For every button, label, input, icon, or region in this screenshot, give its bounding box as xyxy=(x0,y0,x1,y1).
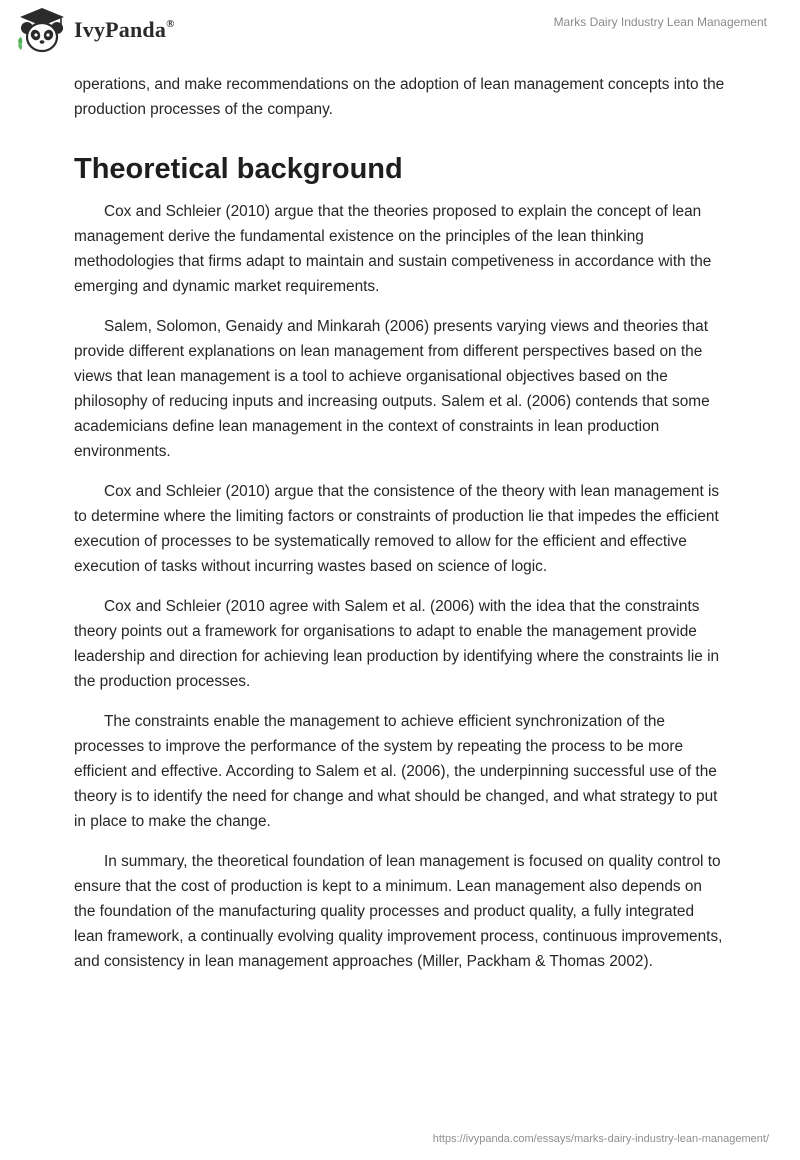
paragraph: Cox and Schleier (2010) argue that the theories proposed to explain the concept of lean management derive the fundamental existence on the principles of the lean thinking methodologies that firms adapt to maintain and sustain competiveness in accordance with the emerging and dynamic market requirements. xyxy=(74,203,712,295)
paragraph: The constraints enable the management to achieve efficient synchronization of the processes to improve the performance of the system by repeating the process to be more efficient and effective. According to Salem et al. (2006), the underpinning successful use of the theory is to identify the need for change and what should be changed, and what strategy to put in place to make the change. xyxy=(74,713,718,830)
section-heading: Theoretical background xyxy=(74,153,403,185)
brand-name: IvyPanda® xyxy=(74,17,175,42)
source-url-link[interactable]: https://ivypanda.com/essays/marks-dairy-industry-lean-management/ xyxy=(432,1133,769,1145)
paragraph: In summary, the theoretical foundation of lean management is focused on quality control to ensure that the cost of production is kept to a minimum. Lean management also depends on the foundation of the manufacturing quality processes and product quality, a fully integrated lean framework, a continually evolving quality improvement process, continuous improvements, and consistency in lean management approaches (Miller, Packham & Thomas 2002). xyxy=(74,853,723,970)
essay-body xyxy=(74,72,726,974)
paragraph: Cox and Schleier (2010 agree with Salem et al. (2006) with the idea that the constraints theory points out a framework for organisations to adapt to enable the management provide leadership and direction for achieving lean production by identifying where the constraints lie in the production processes. xyxy=(74,598,720,690)
brand-logo[interactable] xyxy=(14,6,175,54)
paragraph: Cox and Schleier (2010) argue that the consistence of the theory with lean management is to determine where the limiting factors or constraints of production lie that impedes the efficient execution of processes to be systematically removed to allow for the efficient and effective execution of tasks without incurring wastes based on science of logic. xyxy=(74,483,720,575)
page-header xyxy=(0,0,800,60)
document-title: Marks Dairy Industry Lean Management xyxy=(553,15,767,29)
paragraph: Salem, Solomon, Genaidy and Minkarah (2006) presents varying views and theories that provide different explanations on lean management from different perspectives based on the views that lean management is a tool to achieve organisational objectives based on the philosophy of reducing inputs and increasing outputs. Salem et al. (2006) contends that some academicians define lean management in the context of constraints in lean production environments. xyxy=(74,318,710,460)
panda-logo-icon xyxy=(14,6,70,54)
lead-paragraph: operations, and make recommendations on the adoption of lean management concepts into the production processes of the company. xyxy=(74,76,725,118)
